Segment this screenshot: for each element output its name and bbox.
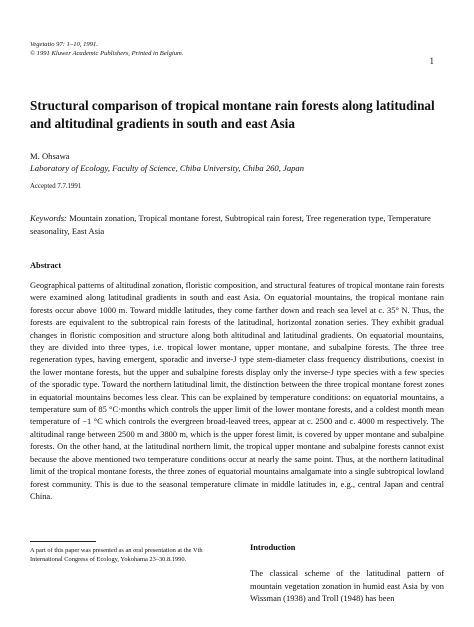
abstract-text: Geographical patterns of altitudinal zonation, floristic composition, and structural features of tropical montane rain forests were examined along latitudinal gradients in south and east Asia. On equatorial mountains, the tropical montane rain forests occur above 1000 m. Toward middle latitudes, they come farther down and reach sea level at c. 35° N. Thus, the forests are equivalent to the subtropical rain forests of the latitudinal, horizontal zonation series. They exhibit gradual changes in floristic composition and structure along both altitudinal and latitudinal gradients. On equatorial mountains, they are divided into three types, i.e. tropical lower montane, upper montane, and subalpine forests. The three tree regeneration types, having emergent, sporadic and inverse-J type stem-diameter class frequency distributions, coexist in the lower montane forests, but the upper and subalpine forests display only the inverse-J type species with a few species of the sporadic type. Toward the northern latitudinal limit, the distinction between the three tropical montane forest zones in equatorial mountains becomes less clear. This can be explained by temperature conditions: on equatorial mountains, a temperature sum of 85 °C·months which controls the upper limit of the lower montane forests, and a coldest month mean temperature of −1 °C which controls the evergreen broad-leaved trees, appear at c. 2500 and c. 4000 m respectively. The altitudinal range between 2500 m and 3800 m, which is the upper forest limit, is covered by upper montane and subalpine forests. On the other hand, at the latitudinal northern limit, the tropical upper montane and subalpine forests cannot exist because the above mentioned two temperature conditions occur at nearly the same point. Thus, at the northern latitudinal limit of the tropical montane forests, the three zones of equatorial mountains amalgamate into a single subtropical lowland forest community. This is due to the seasonal temperature climate in middle latitudes in, e.g., central Japan and central China. bbox=[30, 280, 444, 501]
author-name: M. Ohsawa bbox=[30, 151, 70, 161]
abstract-heading: Abstract bbox=[30, 261, 62, 270]
copyright-line: © 1991 Kluwer Academic Publishers, Printed in Belgium. bbox=[30, 50, 184, 57]
page-number: 1 bbox=[429, 56, 434, 66]
accepted-date: Accepted 7.7.1991 bbox=[30, 183, 82, 190]
introduction-text: The classical scheme of the latitudinal pattern of mountain vegetation zonation in humid east Asia by von Wissman (1938) and Troll (1948) has been bbox=[250, 568, 444, 603]
journal-header bbox=[30, 40, 183, 58]
introduction-heading: Introduction bbox=[250, 543, 296, 552]
keywords-block bbox=[30, 212, 440, 237]
keywords-label: Keywords: bbox=[30, 213, 67, 223]
footnote-divider bbox=[30, 541, 96, 542]
keywords-text: Mountain zonation, Tropical montane forest, Subtropical rain forest, Tree regeneration type, Temperature seasonality, East Asia bbox=[30, 213, 431, 236]
journal-citation: Vegetatio 97: 1–10, 1991. bbox=[30, 41, 98, 48]
author-affiliation: Laboratory of Ecology, Faculty of Science, Chiba University, Chiba 260, Japan bbox=[30, 163, 305, 173]
footnote: A part of this paper was presented as an oral presentation at the Vth International Congress of Ecology, Yokohama 23–30.8.1990. bbox=[30, 547, 203, 563]
paper-title: Structural comparison of tropical montane rain forests along latitudinal and altitudinal gradients in south and east Asia bbox=[30, 98, 435, 131]
